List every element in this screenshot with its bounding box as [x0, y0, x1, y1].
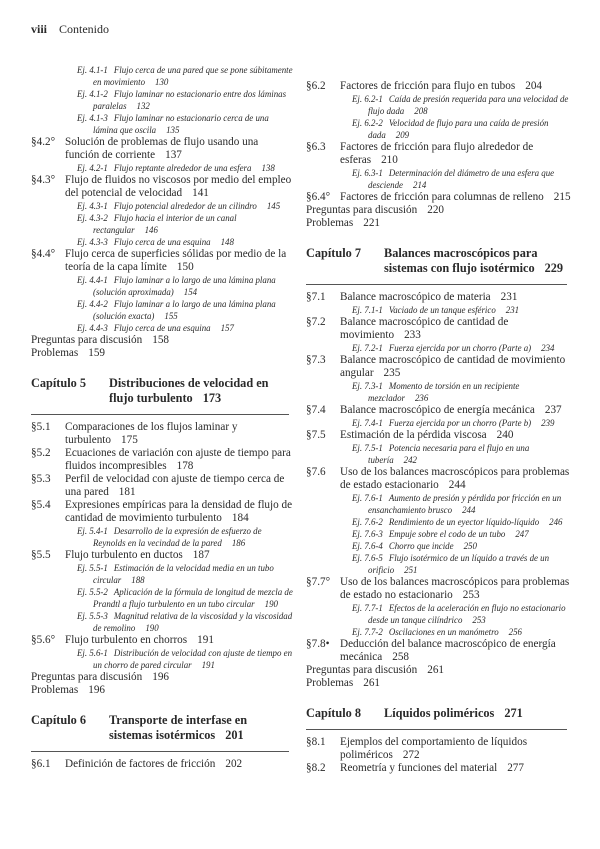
- toc-example: [306, 342, 571, 354]
- page-ref: 132: [136, 101, 150, 111]
- entry-title: Preguntas para discusión: [31, 671, 143, 683]
- section-number: §4.2°: [31, 136, 56, 148]
- entry-title: Preguntas para discusión: [31, 334, 143, 346]
- page-ref: 157: [220, 323, 234, 333]
- section-title: Balance macroscópico de energía mecánica: [340, 404, 535, 416]
- toc-section: [306, 736, 571, 762]
- example-title: Rendimiento de un eyector líquido-líquido: [388, 517, 540, 527]
- page-ref: 186: [231, 538, 246, 548]
- toc-example: [31, 647, 293, 671]
- page-ref: 184: [231, 512, 249, 524]
- example-number: Ej. 6.3-1: [352, 168, 383, 178]
- page-ref: 229: [544, 261, 564, 275]
- example-number: Ej. 4.4-1: [77, 275, 108, 285]
- example-number: Ej. 4.3-3: [77, 237, 108, 247]
- page-ref: 261: [427, 664, 445, 676]
- example-title: Desarrollo de la expresión de esfuerzo de Reynolds en la vecindad de la pared: [93, 526, 262, 548]
- section-title: Ecuaciones de variación con ajuste de tiempo para fluidos incompresibles: [65, 447, 291, 472]
- toc-example: [306, 492, 571, 516]
- toc-entry: [31, 671, 293, 684]
- section-title: Balance macroscópico de cantidad de movimiento: [340, 316, 509, 341]
- section-title: Balance macroscópico de cantidad de movimiento angular: [340, 354, 566, 379]
- example-number: Ej. 4.3-2: [77, 213, 108, 223]
- example-number: Ej. 7.6-1: [352, 493, 383, 503]
- section-title: Flujo turbulento en chorros: [65, 634, 188, 646]
- section-title: Expresiones empíricas para la densidad de flujo de cantidad de movimiento turbulento: [65, 499, 293, 524]
- page-ref: 220: [427, 204, 445, 216]
- chapter-title: Balances macroscópicos para sistemas con flujo isotérmico: [384, 246, 538, 275]
- section-title: Solución de problemas de flujo usando una función de corriente: [65, 136, 259, 161]
- chapter-gap: [306, 230, 571, 246]
- example-title: Flujo laminar a lo largo de una lámina plana (solución aproximada): [93, 275, 276, 297]
- page-ref: 258: [392, 651, 410, 663]
- page-ref: 214: [413, 180, 427, 190]
- section-number: §5.2: [31, 447, 51, 459]
- page-ref: 244: [462, 505, 476, 515]
- example-number: Ej. 5.5-1: [77, 563, 108, 573]
- toc-example: [306, 552, 571, 576]
- example-title: Flujo isotérmico de un líquido a través de un orificio: [368, 553, 550, 575]
- toc-column-right: [306, 80, 571, 775]
- example-number: Ej. 7.6-5: [352, 553, 383, 563]
- toc-section: [31, 421, 293, 447]
- section-number: §7.7°: [306, 576, 331, 588]
- toc-section: [306, 354, 571, 380]
- example-number: Ej. 4.2-1: [77, 163, 108, 173]
- example-number: Ej. 5.6-1: [77, 648, 108, 658]
- toc-example: [306, 380, 571, 404]
- example-title: Flujo reptante alrededor de una esfera: [113, 163, 252, 173]
- page-ref: 247: [515, 529, 529, 539]
- section-number: §6.2: [306, 80, 326, 92]
- example-number: Ej. 5.5-3: [77, 611, 108, 621]
- page-ref: 155: [164, 311, 178, 321]
- toc-section: [31, 549, 293, 562]
- toc-section: [306, 80, 571, 93]
- page-ref: 235: [383, 367, 401, 379]
- example-number: Ej. 7.7-2: [352, 627, 383, 637]
- page-ref: 250: [463, 541, 477, 551]
- running-head-title: Contenido: [59, 22, 110, 36]
- page-ref: 191: [201, 660, 215, 670]
- toc-example: [31, 112, 293, 136]
- example-number: Ej. 7.7-1: [352, 603, 383, 613]
- example-number: Ej. 4.4-2: [77, 299, 108, 309]
- page-ref: 242: [403, 455, 417, 465]
- example-number: Ej. 7.3-1: [352, 381, 383, 391]
- section-number: §6.1: [31, 758, 51, 770]
- page-ref: 173: [202, 391, 222, 405]
- toc-example: [31, 64, 293, 88]
- toc-example: [31, 274, 293, 298]
- page-ref: 178: [176, 460, 194, 472]
- chapter-title: Líquidos poliméricos: [384, 706, 495, 720]
- page-ref: 239: [541, 418, 555, 428]
- toc-example: [306, 442, 571, 466]
- toc-example: [306, 528, 571, 540]
- example-number: Ej. 7.6-4: [352, 541, 383, 551]
- example-title: Flujo cerca de una esquina: [113, 237, 211, 247]
- toc-chapter-heading: [306, 246, 567, 285]
- toc-example: [31, 525, 293, 549]
- section-title: Uso de los balances macroscópicos para problemas de estado no estacionario: [340, 576, 570, 601]
- page-ref: 210: [381, 154, 398, 166]
- section-number: §7.3: [306, 354, 326, 366]
- chapter-number: Capítulo 5: [31, 376, 87, 390]
- chapter-number: Capítulo 8: [306, 706, 362, 720]
- example-title: Velocidad de flujo para una caída de presión dada: [368, 118, 549, 140]
- section-number: §7.2: [306, 316, 326, 328]
- page-ref: 158: [152, 334, 170, 346]
- toc-section: [306, 576, 571, 602]
- example-number: Ej. 4.3-1: [77, 201, 108, 211]
- toc-chapter-heading: [306, 706, 567, 730]
- toc-section: [306, 762, 571, 775]
- example-title: Aplicación de la fórmula de longitud de mezcla de Prandtl a flujo turbulento en un tubo circular: [93, 587, 293, 609]
- page-ref: 145: [266, 201, 281, 211]
- example-number: Ej. 4.4-3: [77, 323, 108, 333]
- toc-section: [306, 466, 571, 492]
- section-number: §4.4°: [31, 248, 56, 260]
- toc-example: [31, 88, 293, 112]
- page-ref: 146: [144, 225, 158, 235]
- section-title: Flujo cerca de superficies sólidas por medio de la teoría de la capa límite: [65, 248, 287, 273]
- toc-section: [31, 634, 293, 647]
- page-ref: 154: [183, 287, 198, 297]
- page-ref: 251: [404, 565, 418, 575]
- entry-title: Preguntas para discusión: [306, 204, 418, 216]
- example-number: Ej. 6.2-2: [352, 118, 383, 128]
- section-title: Flujo de fluidos no viscosos por medio del empleo del potencial de velocidad: [65, 174, 292, 199]
- page-ref: 135: [166, 125, 180, 135]
- page-ref: 246: [549, 517, 563, 527]
- page-ref: 236: [414, 393, 429, 403]
- section-number: §7.4: [306, 404, 326, 416]
- section-title: Uso de los balances macroscópicos para problemas de estado estacionario: [340, 466, 570, 491]
- toc-example: [306, 117, 571, 141]
- example-title: Flujo laminar no estacionario cerca de una lámina que oscila: [93, 113, 269, 135]
- page-ref: 137: [165, 149, 182, 161]
- example-title: Empuje sobre el codo de un tubo: [388, 529, 506, 539]
- chapter-title: Distribuciones de velocidad en flujo turbulento: [109, 376, 269, 405]
- page-ref: 204: [525, 80, 542, 92]
- page-ref: 201: [225, 728, 244, 742]
- page-ref: 253: [462, 589, 480, 601]
- section-number: §7.5: [306, 429, 326, 441]
- toc-section: [306, 638, 571, 664]
- section-number: §5.3: [31, 473, 51, 485]
- page-ref: 190: [264, 599, 278, 609]
- page-ref: 233: [404, 329, 421, 341]
- example-number: Ej. 7.5-1: [352, 443, 383, 453]
- chapter-gap: [31, 697, 293, 713]
- page-ref: 215: [553, 191, 571, 203]
- example-title: Magnitud relativa de la viscosidad y la viscosidad de remolino: [93, 611, 293, 633]
- page-ref: 175: [121, 434, 138, 446]
- page-ref: 271: [504, 706, 523, 720]
- page-ref: 237: [544, 404, 562, 416]
- toc-section: [306, 429, 571, 442]
- example-number: Ej. 4.1-1: [77, 65, 108, 75]
- toc-section: [31, 499, 293, 525]
- page-ref: 202: [225, 758, 243, 770]
- section-title: Factores de fricción para flujo alrededor de esferas: [340, 141, 534, 166]
- page-ref: 138: [261, 163, 275, 173]
- toc-section: [306, 191, 571, 204]
- toc-example: [31, 322, 293, 334]
- toc-example: [31, 562, 293, 586]
- section-number: §7.8•: [306, 638, 330, 650]
- page-ref: 261: [363, 677, 381, 689]
- toc-example: [31, 586, 293, 610]
- toc-example: [31, 212, 293, 236]
- example-title: Flujo cerca de una pared que se pone súbitamente en movimiento: [93, 65, 293, 87]
- example-title: Flujo potencial alrededor de un cilindro: [113, 201, 257, 211]
- page-ref: 240: [496, 429, 514, 441]
- page-ref: 141: [192, 187, 209, 199]
- chapter-gap: [306, 690, 571, 706]
- page-ref: 187: [192, 549, 210, 561]
- example-number: Ej. 7.4-1: [352, 418, 383, 428]
- example-number: Ej. 7.6-2: [352, 517, 383, 527]
- page-ref: 150: [176, 261, 194, 273]
- example-title: Flujo hacia el interior de un canal rectangular: [93, 213, 237, 235]
- page-ref: 231: [505, 305, 520, 315]
- section-title: Estimación de la pérdida viscosa: [340, 429, 487, 441]
- example-title: Potencia necesaria para el flujo en una tubería: [368, 443, 530, 465]
- toc-example: [31, 200, 293, 212]
- page-ref: 190: [145, 623, 159, 633]
- example-number: Ej. 5.4-1: [77, 526, 108, 536]
- section-number: §5.1: [31, 421, 51, 433]
- example-title: Determinación del diámetro de una esfera que desciende: [368, 168, 555, 190]
- entry-title: Problemas: [31, 347, 79, 359]
- toc-example: [306, 93, 571, 117]
- toc-example: [306, 602, 571, 626]
- toc-entry: [306, 217, 571, 230]
- toc-section: [31, 248, 293, 274]
- section-number: §6.4°: [306, 191, 331, 203]
- example-title: Vaciado de un tanque esférico: [388, 305, 496, 315]
- section-title: Perfil de velocidad con ajuste de tiempo cerca de una pared: [65, 473, 285, 498]
- toc-example: [306, 540, 571, 552]
- example-title: Flujo laminar no estacionario entre dos láminas paralelas: [93, 89, 287, 111]
- toc-chapter-heading: [31, 713, 289, 752]
- section-title: Reometría y funciones del material: [340, 762, 498, 774]
- toc-section: [31, 473, 293, 499]
- section-title: Ejemplos del comportamiento de líquidos poliméricos: [340, 736, 528, 761]
- example-title: Flujo cerca de una esquina: [113, 323, 211, 333]
- toc-entry: [31, 347, 293, 360]
- example-title: Fuerza ejercida por un chorro (Parte a): [388, 343, 532, 353]
- example-title: Oscilaciones en un manómetro: [388, 627, 499, 637]
- section-number: §5.4: [31, 499, 51, 511]
- example-title: Efectos de la aceleración en flujo no estacionario desde un tanque cilíndrico: [368, 603, 566, 625]
- toc-example: [31, 610, 293, 634]
- page-ref: 209: [395, 130, 410, 140]
- toc-example: [306, 626, 571, 638]
- section-title: Flujo turbulento en ductos: [65, 549, 183, 561]
- page-ref: 130: [155, 77, 169, 87]
- example-number: Ej. 4.1-3: [77, 113, 108, 123]
- page-ref: 196: [88, 684, 106, 696]
- toc-column-left: [31, 64, 293, 771]
- section-number: §5.6°: [31, 634, 56, 646]
- example-title: Aumento de presión y pérdida por fricción en un ensanchamiento brusco: [368, 493, 562, 515]
- toc-example: [306, 417, 571, 429]
- toc-example: [306, 167, 571, 191]
- entry-title: Problemas: [306, 677, 354, 689]
- page-ref: 244: [448, 479, 466, 491]
- running-head: [31, 22, 109, 37]
- page-ref: 188: [131, 575, 145, 585]
- section-number: §8.2: [306, 762, 326, 774]
- example-title: Fuerza ejercida por un chorro (Parte b): [388, 418, 532, 428]
- chapter-gap: [31, 360, 293, 376]
- page-ref: 256: [508, 627, 522, 637]
- example-title: Chorro que incide: [388, 541, 454, 551]
- page-ref: 196: [152, 671, 170, 683]
- section-title: Balance macroscópico de materia: [340, 291, 491, 303]
- page-ref: 272: [402, 749, 420, 761]
- page-ref: 148: [220, 237, 234, 247]
- toc-entry: [306, 204, 571, 217]
- toc-example: [306, 516, 571, 528]
- section-number: §8.1: [306, 736, 326, 748]
- page-ref: 234: [541, 343, 555, 353]
- toc-entry: [31, 334, 293, 347]
- page-ref: 253: [472, 615, 486, 625]
- example-title: Caída de presión requerida para una velocidad de flujo dada: [368, 94, 569, 116]
- example-number: Ej. 7.1-1: [352, 305, 383, 315]
- page-ref: 181: [118, 486, 136, 498]
- page-ref: 159: [88, 347, 106, 359]
- section-number: §4.3°: [31, 174, 56, 186]
- example-number: Ej. 5.5-2: [77, 587, 108, 597]
- toc-section: [306, 404, 571, 417]
- toc-entry: [31, 684, 293, 697]
- chapter-title: Transporte de interfase en sistemas isotérmicos: [109, 713, 248, 742]
- page-ref: 208: [414, 106, 428, 116]
- toc-section: [306, 291, 571, 304]
- section-number: §7.1: [306, 291, 326, 303]
- chapter-number: Capítulo 7: [306, 246, 362, 260]
- section-title: Factores de fricción para columnas de relleno: [340, 191, 544, 203]
- entry-title: Problemas: [306, 217, 354, 229]
- toc-entry: [306, 677, 571, 690]
- toc-example: [31, 236, 293, 248]
- toc-section: [31, 758, 293, 771]
- toc-section: [31, 174, 293, 200]
- example-title: Flujo laminar a lo largo de una lámina plana (solución exacta): [93, 299, 276, 321]
- example-title: Distribución de velocidad con ajuste de tiempo en un chorro de pared circular: [93, 648, 293, 670]
- entry-title: Problemas: [31, 684, 79, 696]
- toc-section: [306, 316, 571, 342]
- page-ref: 277: [507, 762, 524, 774]
- section-number: §6.3: [306, 141, 326, 153]
- example-number: Ej. 7.2-1: [352, 343, 383, 353]
- toc-example: [31, 298, 293, 322]
- chapter-number: Capítulo 6: [31, 713, 87, 727]
- section-title: Factores de fricción para flujo en tubos: [340, 80, 516, 92]
- toc-chapter-heading: [31, 376, 289, 415]
- toc-example: [306, 304, 571, 316]
- page-ref: 231: [500, 291, 518, 303]
- example-title: Estimación de la velocidad media en un tubo circular: [93, 563, 274, 585]
- section-number: §5.5: [31, 549, 51, 561]
- toc-section: [31, 136, 293, 162]
- toc-section: [306, 141, 571, 167]
- toc-example: [31, 162, 293, 174]
- section-title: Comparaciones de los flujos laminar y turbulento: [65, 421, 238, 446]
- example-title: Momento de torsión en un recipiente mezclador: [368, 381, 520, 403]
- section-title: Definición de factores de fricción: [65, 758, 216, 770]
- section-number: §7.6: [306, 466, 326, 478]
- page-ref: 221: [363, 217, 381, 229]
- toc-section: [31, 447, 293, 473]
- page-ref: 191: [197, 634, 214, 646]
- example-number: Ej. 4.1-2: [77, 89, 108, 99]
- example-number: Ej. 7.6-3: [352, 529, 383, 539]
- page-number: viii: [31, 22, 48, 36]
- section-title: Deducción del balance macroscópico de energía mecánica: [340, 638, 556, 663]
- example-number: Ej. 6.2-1: [352, 94, 383, 104]
- toc-entry: [306, 664, 571, 677]
- entry-title: Preguntas para discusión: [306, 664, 418, 676]
